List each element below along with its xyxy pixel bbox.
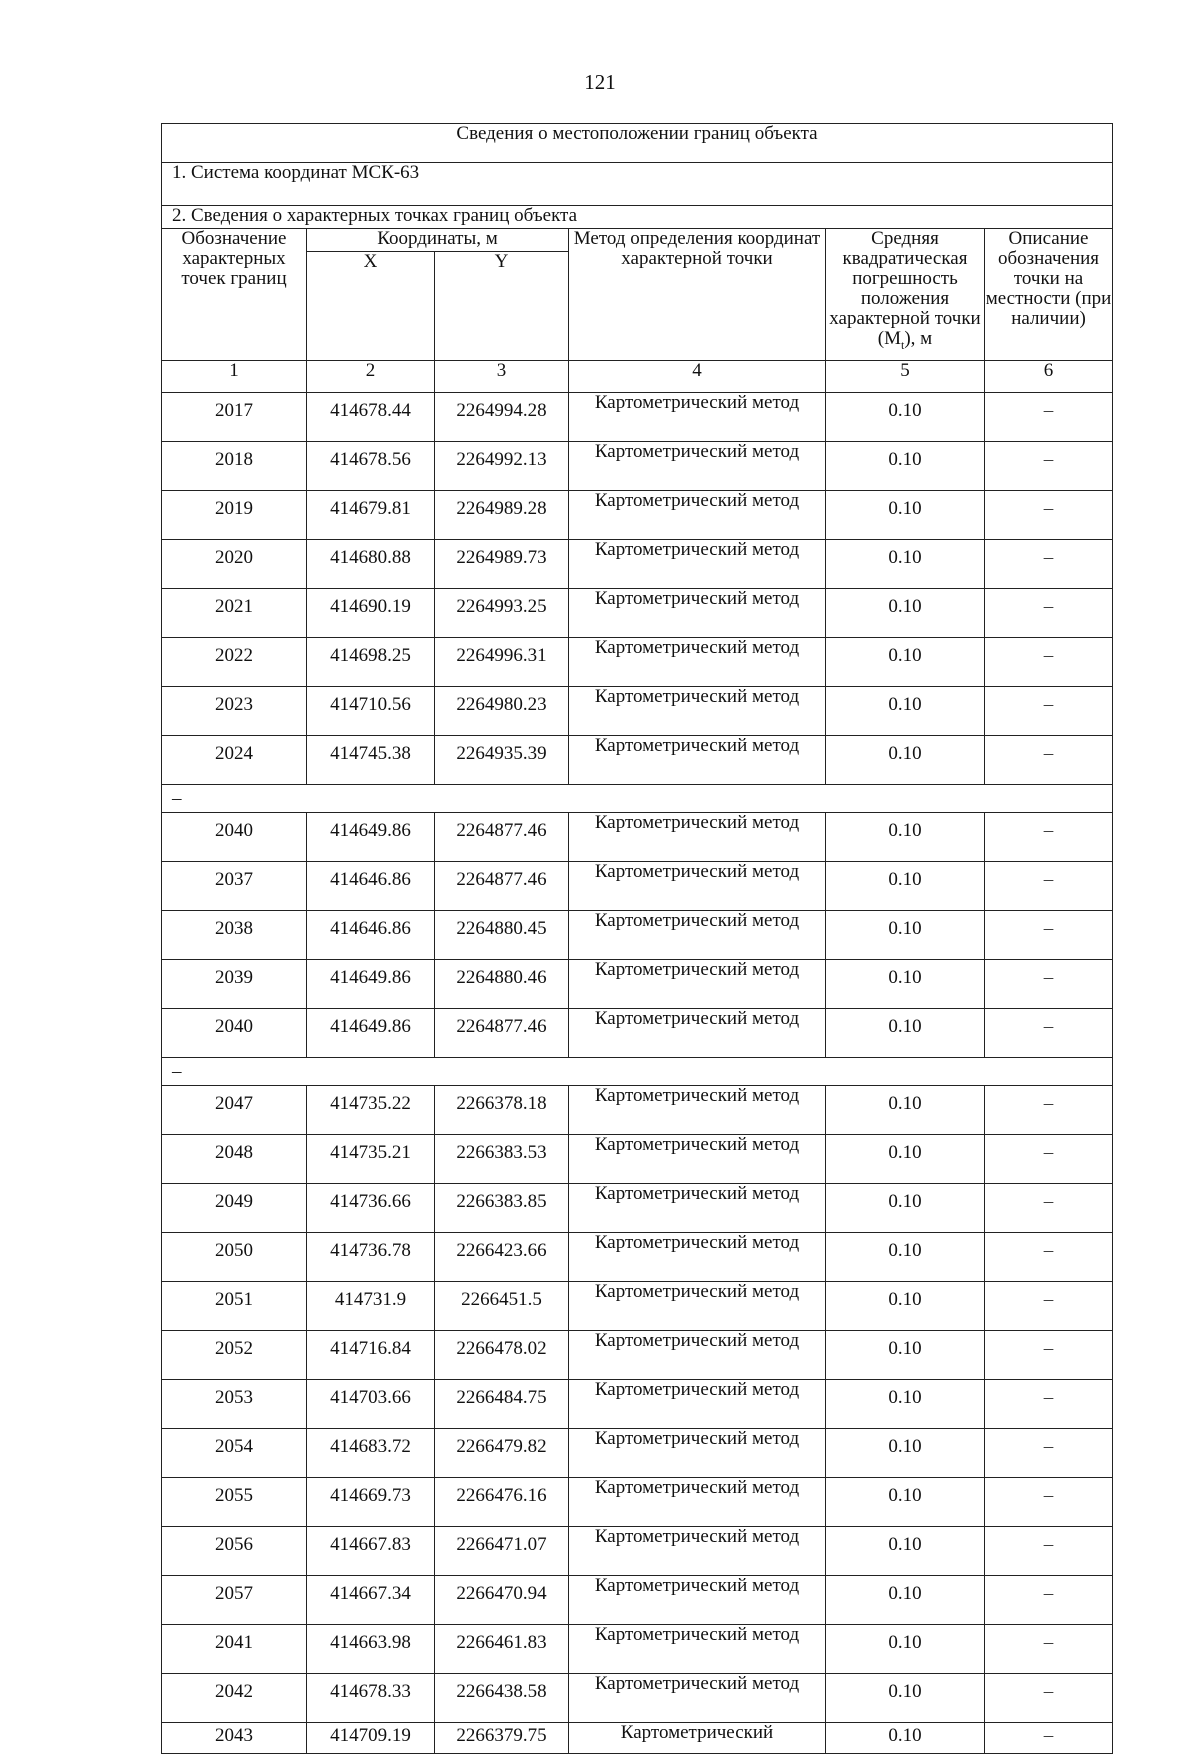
x-coordinate: 414710.56 — [307, 687, 435, 736]
x-coordinate: 414716.84 — [307, 1331, 435, 1380]
table-row — [162, 1576, 1113, 1625]
point-id: 2056 — [162, 1527, 307, 1576]
method: Картометрический метод — [569, 589, 826, 638]
table-row — [162, 960, 1113, 1009]
table-row — [162, 1233, 1113, 1282]
table-row — [162, 813, 1113, 862]
column-number: 6 — [985, 361, 1113, 393]
y-coordinate: 2264880.45 — [435, 911, 569, 960]
method: Картометрический метод — [569, 393, 826, 442]
point-id: 2053 — [162, 1380, 307, 1429]
method: Картометрический метод — [569, 1380, 826, 1429]
table-row — [162, 1282, 1113, 1331]
header-y: Y — [435, 252, 569, 361]
table-row — [162, 862, 1113, 911]
mean-error: 0.10 — [826, 589, 985, 638]
point-id: 2019 — [162, 491, 307, 540]
boundary-points-table — [161, 123, 1113, 1754]
description: – — [985, 540, 1113, 589]
method: Картометрический метод — [569, 638, 826, 687]
description: – — [985, 393, 1113, 442]
table-row — [162, 1625, 1113, 1674]
point-id: 2055 — [162, 1478, 307, 1527]
description: – — [985, 813, 1113, 862]
point-id: 2020 — [162, 540, 307, 589]
x-coordinate: 414649.86 — [307, 960, 435, 1009]
y-coordinate: 2264989.28 — [435, 491, 569, 540]
group-separator — [162, 785, 1113, 813]
point-id: 2051 — [162, 1282, 307, 1331]
separator-dash: – — [162, 785, 1113, 813]
column-number: 5 — [826, 361, 985, 393]
y-coordinate: 2266423.66 — [435, 1233, 569, 1282]
mean-error: 0.10 — [826, 1135, 985, 1184]
method: Картометрический метод — [569, 1527, 826, 1576]
x-coordinate: 414698.25 — [307, 638, 435, 687]
table-row — [162, 1135, 1113, 1184]
description: – — [985, 1527, 1113, 1576]
method: Картометрический метод — [569, 1282, 826, 1331]
description: – — [985, 638, 1113, 687]
y-coordinate: 2266476.16 — [435, 1478, 569, 1527]
y-coordinate: 2266484.75 — [435, 1380, 569, 1429]
table-row — [162, 442, 1113, 491]
method: Картометрический метод — [569, 1009, 826, 1058]
description: – — [985, 1233, 1113, 1282]
mean-error: 0.10 — [826, 960, 985, 1009]
point-id: 2018 — [162, 442, 307, 491]
method: Картометрический метод — [569, 1478, 826, 1527]
x-coordinate: 414736.66 — [307, 1184, 435, 1233]
x-coordinate: 414678.56 — [307, 442, 435, 491]
method: Картометрический метод — [569, 540, 826, 589]
column-number: 4 — [569, 361, 826, 393]
mean-error: 0.10 — [826, 1184, 985, 1233]
x-coordinate: 414678.33 — [307, 1674, 435, 1723]
method: Картометрический — [569, 1723, 826, 1754]
y-coordinate: 2264994.28 — [435, 393, 569, 442]
mean-error: 0.10 — [826, 491, 985, 540]
x-coordinate: 414745.38 — [307, 736, 435, 785]
method: Картометрический метод — [569, 862, 826, 911]
header-method: Метод определения координат характерной точки — [569, 229, 826, 361]
y-coordinate: 2266471.07 — [435, 1527, 569, 1576]
section-heading: 2. Сведения о характерных точках границ объекта — [162, 206, 1113, 229]
point-id: 2023 — [162, 687, 307, 736]
method: Картометрический метод — [569, 911, 826, 960]
description: – — [985, 1086, 1113, 1135]
mean-error: 0.10 — [826, 638, 985, 687]
mean-error: 0.10 — [826, 1429, 985, 1478]
table-row — [162, 1331, 1113, 1380]
table-row — [162, 1723, 1113, 1754]
description: – — [985, 1674, 1113, 1723]
x-coordinate: 414709.19 — [307, 1723, 435, 1754]
method: Картометрический метод — [569, 1135, 826, 1184]
y-coordinate: 2266461.83 — [435, 1625, 569, 1674]
y-coordinate: 2264877.46 — [435, 813, 569, 862]
method: Картометрический метод — [569, 1331, 826, 1380]
method: Картометрический метод — [569, 1625, 826, 1674]
table-row — [162, 1674, 1113, 1723]
method: Картометрический метод — [569, 736, 826, 785]
y-coordinate: 2264880.46 — [435, 960, 569, 1009]
description: – — [985, 1576, 1113, 1625]
y-coordinate: 2264980.23 — [435, 687, 569, 736]
mean-error: 0.10 — [826, 1674, 985, 1723]
mean-error: 0.10 — [826, 1009, 985, 1058]
method: Картометрический метод — [569, 1184, 826, 1233]
mean-error: 0.10 — [826, 813, 985, 862]
point-id: 2042 — [162, 1674, 307, 1723]
description: – — [985, 911, 1113, 960]
header-mean-error: Средняя квадратическая погрешность положения характерной точки $(M_t)$, м — [826, 229, 985, 361]
table-row — [162, 1184, 1113, 1233]
point-id: 2054 — [162, 1429, 307, 1478]
mean-error: 0.10 — [826, 1723, 985, 1754]
description: – — [985, 491, 1113, 540]
y-coordinate: 2264877.46 — [435, 1009, 569, 1058]
x-coordinate: 414736.78 — [307, 1233, 435, 1282]
column-number: 2 — [307, 361, 435, 393]
table-row — [162, 638, 1113, 687]
column-number: 1 — [162, 361, 307, 393]
header-description: Описание обозначения точки на местности (при наличии) — [985, 229, 1113, 361]
column-number: 3 — [435, 361, 569, 393]
y-coordinate: 2264992.13 — [435, 442, 569, 491]
table-row — [162, 1429, 1113, 1478]
description: – — [985, 1429, 1113, 1478]
header-coordinates: Координаты, м — [307, 229, 569, 252]
y-coordinate: 2266470.94 — [435, 1576, 569, 1625]
method: Картометрический метод — [569, 491, 826, 540]
point-id: 2022 — [162, 638, 307, 687]
table-row — [162, 1380, 1113, 1429]
description: – — [985, 442, 1113, 491]
method: Картометрический метод — [569, 960, 826, 1009]
mean-error: 0.10 — [826, 540, 985, 589]
mean-error: 0.10 — [826, 1282, 985, 1331]
x-coordinate: 414735.21 — [307, 1135, 435, 1184]
description: – — [985, 1380, 1113, 1429]
description: – — [985, 1331, 1113, 1380]
y-coordinate: 2266451.5 — [435, 1282, 569, 1331]
x-coordinate: 414667.83 — [307, 1527, 435, 1576]
mean-error: 0.10 — [826, 862, 985, 911]
x-coordinate: 414703.66 — [307, 1380, 435, 1429]
point-id: 2043 — [162, 1723, 307, 1754]
table-row — [162, 491, 1113, 540]
table-row — [162, 1009, 1113, 1058]
x-coordinate: 414690.19 — [307, 589, 435, 638]
point-id: 2048 — [162, 1135, 307, 1184]
y-coordinate: 2266383.85 — [435, 1184, 569, 1233]
x-coordinate: 414678.44 — [307, 393, 435, 442]
mean-error: 0.10 — [826, 1331, 985, 1380]
description: – — [985, 1184, 1113, 1233]
x-coordinate: 414646.86 — [307, 911, 435, 960]
mean-error: 0.10 — [826, 1233, 985, 1282]
mean-error: 0.10 — [826, 911, 985, 960]
mean-error: 0.10 — [826, 1478, 985, 1527]
table-row — [162, 736, 1113, 785]
mean-error: 0.10 — [826, 1576, 985, 1625]
separator-dash: – — [162, 1058, 1113, 1086]
method: Картометрический метод — [569, 687, 826, 736]
mean-error: 0.10 — [826, 1625, 985, 1674]
point-id: 2049 — [162, 1184, 307, 1233]
mean-error: 0.10 — [826, 1380, 985, 1429]
x-coordinate: 414731.9 — [307, 1282, 435, 1331]
description: – — [985, 736, 1113, 785]
y-coordinate: 2266478.02 — [435, 1331, 569, 1380]
table-row — [162, 393, 1113, 442]
x-coordinate: 414667.34 — [307, 1576, 435, 1625]
point-id: 2041 — [162, 1625, 307, 1674]
coordinate-system: 1. Система координат МСК-63 — [162, 163, 1113, 206]
description: – — [985, 589, 1113, 638]
y-coordinate: 2264935.39 — [435, 736, 569, 785]
description: – — [985, 1009, 1113, 1058]
description: – — [985, 1625, 1113, 1674]
table-row — [162, 1478, 1113, 1527]
point-id: 2040 — [162, 1009, 307, 1058]
method: Картометрический метод — [569, 813, 826, 862]
mean-error: 0.10 — [826, 442, 985, 491]
point-id: 2057 — [162, 1576, 307, 1625]
page-number: 121 — [584, 70, 616, 94]
method: Картометрический метод — [569, 1576, 826, 1625]
mean-error: 0.10 — [826, 1086, 985, 1135]
x-coordinate: 414669.73 — [307, 1478, 435, 1527]
y-coordinate: 2264996.31 — [435, 638, 569, 687]
y-coordinate: 2264989.73 — [435, 540, 569, 589]
header-point-designation: Обозначение характерных точек границ — [162, 229, 307, 361]
x-coordinate: 414679.81 — [307, 491, 435, 540]
x-coordinate: 414649.86 — [307, 1009, 435, 1058]
x-coordinate: 414735.22 — [307, 1086, 435, 1135]
x-coordinate: 414649.86 — [307, 813, 435, 862]
description: – — [985, 687, 1113, 736]
description: – — [985, 960, 1113, 1009]
mean-error: 0.10 — [826, 736, 985, 785]
point-id: 2037 — [162, 862, 307, 911]
table-row — [162, 589, 1113, 638]
method: Картометрический метод — [569, 1233, 826, 1282]
mean-error: 0.10 — [826, 393, 985, 442]
description: – — [985, 862, 1113, 911]
method: Картометрический метод — [569, 1674, 826, 1723]
table-row — [162, 1086, 1113, 1135]
point-id: 2050 — [162, 1233, 307, 1282]
method: Картометрический метод — [569, 442, 826, 491]
point-id: 2017 — [162, 393, 307, 442]
y-coordinate: 2266438.58 — [435, 1674, 569, 1723]
header-x: X — [307, 252, 435, 361]
y-coordinate: 2264877.46 — [435, 862, 569, 911]
mean-error: 0.10 — [826, 687, 985, 736]
x-coordinate: 414683.72 — [307, 1429, 435, 1478]
y-coordinate: 2266379.75 — [435, 1723, 569, 1754]
y-coordinate: 2264993.25 — [435, 589, 569, 638]
y-coordinate: 2266479.82 — [435, 1429, 569, 1478]
method: Картометрический метод — [569, 1086, 826, 1135]
point-id: 2038 — [162, 911, 307, 960]
point-id: 2052 — [162, 1331, 307, 1380]
point-id: 2021 — [162, 589, 307, 638]
y-coordinate: 2266378.18 — [435, 1086, 569, 1135]
point-id: 2040 — [162, 813, 307, 862]
mean-error: 0.10 — [826, 1527, 985, 1576]
table-title: Сведения о местоположении границ объекта — [162, 124, 1113, 163]
description: – — [985, 1723, 1113, 1754]
table-row — [162, 540, 1113, 589]
table-row — [162, 911, 1113, 960]
x-coordinate: 414680.88 — [307, 540, 435, 589]
point-id: 2024 — [162, 736, 307, 785]
x-coordinate: 414646.86 — [307, 862, 435, 911]
table-row — [162, 687, 1113, 736]
method: Картометрический метод — [569, 1429, 826, 1478]
point-id: 2047 — [162, 1086, 307, 1135]
x-coordinate: 414663.98 — [307, 1625, 435, 1674]
description: – — [985, 1135, 1113, 1184]
description: – — [985, 1282, 1113, 1331]
group-separator — [162, 1058, 1113, 1086]
point-id: 2039 — [162, 960, 307, 1009]
description: – — [985, 1478, 1113, 1527]
table-row — [162, 1527, 1113, 1576]
y-coordinate: 2266383.53 — [435, 1135, 569, 1184]
